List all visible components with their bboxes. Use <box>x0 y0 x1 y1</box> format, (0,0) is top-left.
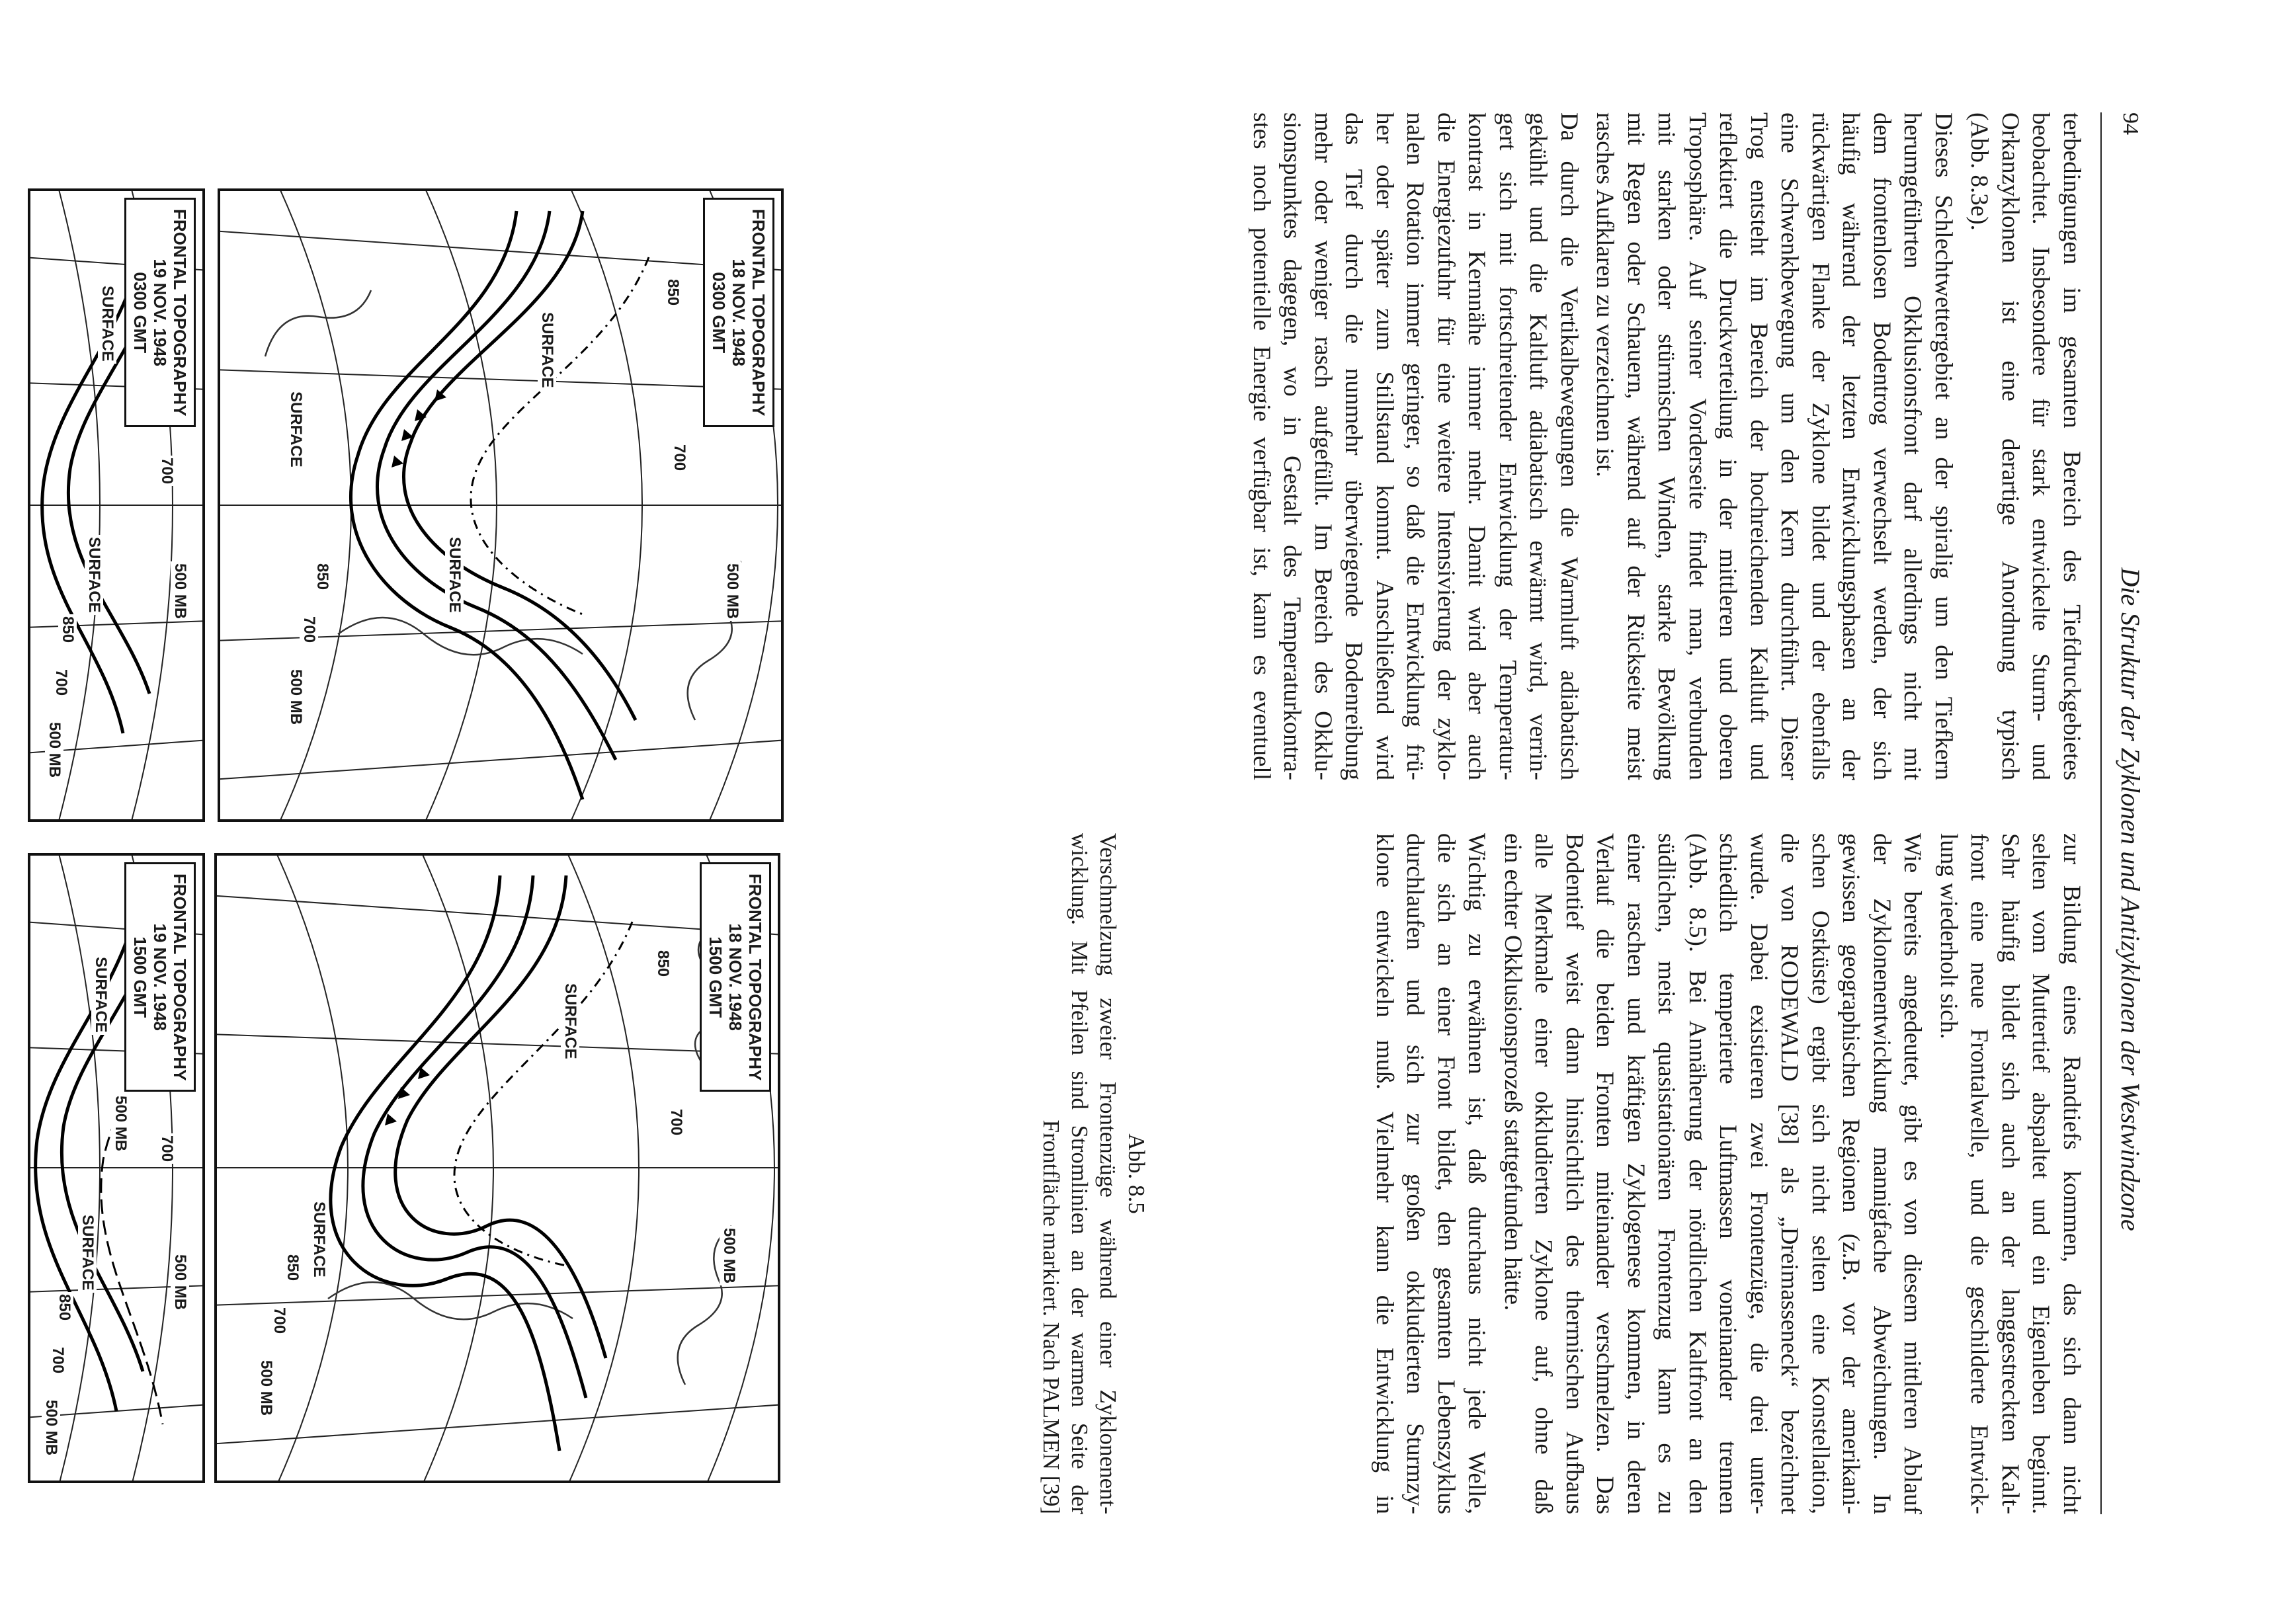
text-line: herumgeführten Okklusionsfront darf allerdings nicht mit <box>1899 112 1926 780</box>
text-line: Wichtig zu erwähnen ist, daß durchaus nicht jede Welle, <box>1463 833 1491 1514</box>
figure-label: Abb. 8.5 <box>1124 1133 1149 1214</box>
text-line: kontrast in Kernnähe immer mehr. Damit wird aber auch <box>1463 112 1491 780</box>
text-line: wurde. Dabei existieren zwei Frontenzüge, die drei unter- <box>1745 833 1772 1514</box>
isobar-label: 500 MB <box>257 1358 275 1418</box>
paragraph <box>1497 833 1928 1514</box>
text-line: dem frontenlosen Bodentrog verwechselt werden, der sich <box>1868 112 1895 780</box>
header-rule <box>2100 112 2102 1514</box>
isobar-label: 700 <box>52 667 70 698</box>
frontal-topography-map <box>28 188 205 822</box>
figure-caption <box>1037 833 1151 1514</box>
map-title-box <box>703 198 774 427</box>
text-line: eine Schwenkbewegung um den Kern durchführt. Dieser <box>1776 112 1803 780</box>
text-line: durchlaufen und sich zur großen okkludierten Sturmzy- <box>1401 833 1429 1514</box>
map-time: 0300 GMT <box>130 272 150 354</box>
text-line: nalen Rotation immer geringer, so daß die Entwicklung frü- <box>1401 112 1429 780</box>
map-title: FRONTAL TOPOGRAPHY <box>170 209 190 417</box>
map-date: 19 NOV. 1948 <box>150 259 170 366</box>
isobar-label: 700 <box>670 442 688 473</box>
text-line: rasches Aufklaren zu verzeichnen ist. <box>1591 112 1619 477</box>
map-date: 18 NOV. 1948 <box>725 923 745 1031</box>
text-line: Wie bereits angedeutet, gibt es von diesem mittleren Ablauf <box>1899 833 1926 1514</box>
caption-line: Verschmelzung zweier Frontenzüge während einer Zyklonenent- <box>1095 833 1121 1514</box>
text-line: gert sich mit fortschreitender Entwicklung der Temperatur- <box>1494 112 1521 780</box>
text-line: (Abb. 8.5). Bei Annäherung der nördlichen Kaltfront an den <box>1684 833 1711 1514</box>
running-head: Die Struktur der Zyklonen und Antizyklonen der Westwindzone <box>2116 567 2145 1231</box>
frontal-topography-map <box>214 853 780 1483</box>
isobar-label: SURFACE <box>85 535 103 615</box>
frontal-topography-map <box>218 188 784 822</box>
isobar-label: SURFACE <box>445 535 464 615</box>
text-line: Orkanzyklonen ist eine derartige Anordnung typisch <box>1997 112 2024 780</box>
text-line: zur Bildung eines Randtiefs kommen, das sich dann nicht <box>2058 833 2085 1514</box>
text-line: lung wiederholt sich. <box>1935 833 1962 1039</box>
text-line: Sehr häufig bildet sich auch an der langgestreckten Kalt- <box>1997 833 2024 1514</box>
isobar-label: 700 <box>300 614 318 645</box>
map-title: FRONTAL TOPOGRAPHY <box>749 209 768 417</box>
map-date: 18 NOV. 1948 <box>729 259 749 366</box>
text-line: die von RODEWALD [38] als „Dreimasseneck“ bezeichnet <box>1776 833 1803 1514</box>
text-line: rückwärtigen Flanke der Zyklone bildet und der ebenfalls <box>1807 112 1834 780</box>
text-line: her oder später zum Stillstand kommt. Anschließend wird <box>1371 112 1398 780</box>
text-line: Verlauf die beiden Fronten miteinander verschmelzen. Das <box>1591 833 1619 1514</box>
right-text-column <box>1364 833 2087 1514</box>
isobar-label: 700 <box>48 1345 67 1375</box>
isobar-label: 700 <box>270 1305 288 1336</box>
isobar-label: 700 <box>157 1133 176 1164</box>
text-line: selten vom Muttertief abspaltet und ein Eigenleben beginnt. <box>2027 833 2055 1514</box>
isobar-label: 700 <box>157 456 176 486</box>
text-line: Troposphäre. Auf seiner Vorderseite findet man, verbunden <box>1684 112 1711 780</box>
text-line: mehr oder weniger rasch aufgefüllt. Im Bereich des Okklu- <box>1309 112 1337 780</box>
map-title: FRONTAL TOPOGRAPHY <box>745 873 765 1081</box>
isobar-label: 850 <box>283 1252 302 1283</box>
left-text-column <box>1241 112 2087 780</box>
map-drawing <box>217 856 778 1481</box>
text-line: der Zyklonenentwicklung mannigfache Abweichungen. In <box>1868 833 1895 1514</box>
isobar-label: SURFACE <box>310 1199 328 1279</box>
map-time: 1500 GMT <box>706 936 725 1018</box>
isobar-label: 850 <box>55 1292 73 1322</box>
isobar-label: 500 MB <box>171 561 189 621</box>
isobar-label: 500 MB <box>286 667 305 727</box>
isobar-label: SURFACE <box>538 310 556 390</box>
paragraph <box>1589 112 1958 780</box>
isobar-label: 850 <box>313 561 331 592</box>
text-line: die sich an einer Front bildet, den gesamten Lebenszyklus <box>1432 833 1460 1514</box>
text-line: das Tief durch die nunmehr überwiegende Bodenreibung <box>1340 112 1368 780</box>
text-line: terbedingungen im gesamten Bereich des Tiefdruckgebietes <box>2058 112 2085 780</box>
isobar-label: 850 <box>663 277 682 307</box>
paragraph <box>1933 833 2087 1514</box>
isobar-label: SURFACE <box>286 389 305 469</box>
caption-line: wicklung. Mit Pfeilen sind Stromlinien an der warmen Seite der <box>1067 833 1093 1514</box>
text-line: Da durch die Vertikalbewegungen die Warmluft adiabatisch <box>1555 112 1583 780</box>
text-line: alle Merkmale einer okkludierten Zyklone auf, ohne daß <box>1530 833 1557 1514</box>
text-line: mit starken oder stürmischen Winden, starke Bewölkung <box>1653 112 1680 780</box>
text-line: klone entwickeln muß. Vielmehr kann die Entwicklung in <box>1371 833 1398 1514</box>
isobar-label: 500 MB <box>723 561 741 621</box>
text-line: Dieses Schlechtwettergebiet an der spiralig um den Tiefkern <box>1930 112 1957 780</box>
map-time: 0300 GMT <box>709 272 729 354</box>
isobar-label: SURFACE <box>78 1213 97 1293</box>
isobar-label: 500 MB <box>45 720 63 780</box>
text-line: mit Regen oder Schauern, während auf der Rückseite meist <box>1622 112 1649 780</box>
isobar-label: 700 <box>667 1107 685 1137</box>
paragraph <box>1964 112 2087 780</box>
map-date: 19 NOV. 1948 <box>150 923 170 1031</box>
page-number: 94 <box>2118 112 2143 135</box>
text-line: häufig während der letzten Entwicklungsphasen an der <box>1837 112 1865 780</box>
isobar-label: 500 MB <box>720 1226 738 1285</box>
map-time: 1500 GMT <box>130 936 150 1018</box>
text-line: reflektiert die Druckverteilung in der mittleren und oberen <box>1714 112 1742 780</box>
text-line: einer raschen und kräftigen Zyklogenese kommen, in deren <box>1622 833 1649 1514</box>
text-line: schen Ostküste) ergibt sich nicht selten eine Konstellation, <box>1807 833 1834 1514</box>
text-line: sionspunktes dagegen, wo in Gestalt des Temperaturkontra- <box>1278 112 1306 780</box>
paragraph <box>1246 112 1585 780</box>
isobar-label: 500 MB <box>171 1252 189 1312</box>
text-line: front eine neue Frontalwelle, und die geschilderte Entwick- <box>1965 833 1993 1514</box>
text-line: stes noch potentielle Energie verfügbar ist, kann es eventuell <box>1248 112 1275 780</box>
caption-line: Frontfläche markiert. Nach PALMEN [39] <box>1038 1119 1064 1514</box>
map-title: FRONTAL TOPOGRAPHY <box>170 873 190 1081</box>
text-line: Bodentief weist dann hinsichtlich des thermischen Aufbaus <box>1561 833 1588 1514</box>
text-line: südlichen, meist quasistationären Frontenzug kann es zu <box>1653 833 1680 1514</box>
isobar-label: SURFACE <box>98 284 116 364</box>
isobar-label: 500 MB <box>111 1094 130 1153</box>
text-line: die Energiezufuhr für eine weitere Intensivierung der zyklo- <box>1432 112 1460 780</box>
text-line: beobachtet. Insbesondere für stark entwickelte Sturm- und <box>2027 112 2055 780</box>
text-line: ein echter Okklusionsprozeß stattgefunden hätte. <box>1499 833 1526 1311</box>
map-title-box <box>124 198 196 427</box>
isobar-label: SURFACE <box>561 981 579 1061</box>
map-title-box <box>124 862 196 1092</box>
isobar-label: 850 <box>58 614 77 645</box>
paragraph <box>1369 833 1492 1514</box>
text-line: gewissen geographischen Regionen (z.B. vor der amerikani- <box>1837 833 1865 1514</box>
isobar-label: SURFACE <box>91 955 110 1035</box>
text-line: Trog entsteht im Bereich der hochreichenden Kaltluft und <box>1745 112 1772 780</box>
isobar-label: 850 <box>653 948 672 979</box>
map-title-box <box>700 862 771 1092</box>
text-line: gekühlt und die Kaltluft adiabatisch erwärmt wird, verrin- <box>1524 112 1552 780</box>
frontal-topography-map <box>28 853 205 1483</box>
text-line: schiedlich temperierte Luftmassen voneinander trennen <box>1714 833 1742 1514</box>
isobar-label: 500 MB <box>42 1398 60 1457</box>
text-line: (Abb. 8.3e). <box>1965 112 1993 231</box>
